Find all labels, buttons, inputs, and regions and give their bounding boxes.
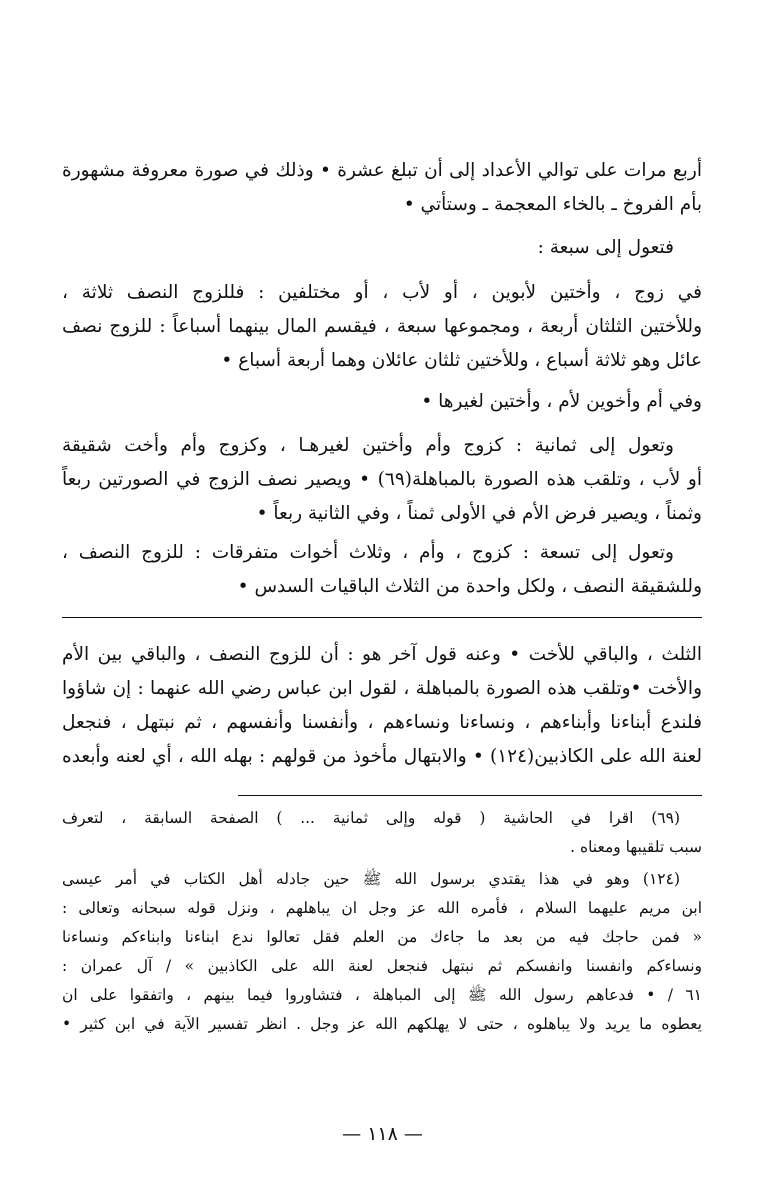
text-line: فلندع أبناءنا وأبناءهم ، ونساءنا ونساءهم ، وأنفسنا وأنفسهم ، ثم نبتهل ، فنجعل [62, 712, 702, 733]
main-text [62, 429, 702, 531]
text-line: وتعول إلى ثمانية : كزوج وأم وأختين لغيرهـا ، وكزوج وأم وأخت شقيقة [62, 435, 674, 456]
footnote-divider [238, 795, 702, 796]
text-line: (١٢٤) وهو في هذا يقتدي برسول الله ﷺ حين جادله أهل الكتاب في أمر عيسى [62, 870, 680, 888]
commentary [62, 638, 702, 774]
main-divider [62, 617, 702, 618]
text-line: الثلث ، والباقي للأخت • وعنه قول آخر هو : أن للزوج النصف ، والباقي بين الأم [62, 644, 702, 665]
text-line: والأخت •وتلقب هذه الصورة بالمباهلة ، لقول ابن عباس رضي الله عنهما : إن شاؤوا [62, 678, 702, 699]
main-text [62, 276, 702, 378]
text-line: ونساءكم وانفسنا وانفسكم ثم نبتهل فنجعل لعنة الله على الكاذبين » / آل عمران : [62, 957, 702, 975]
text-line: بأم الفروخ ـ بالخاء المعجمة ـ وستأتي • [403, 194, 702, 215]
main-text [62, 154, 702, 222]
text-line: ابن مريم عليهما السلام ، فأمره الله عز وجل ان يباهلهم ، ونزل قوله سبحانه وتعالى : [62, 899, 702, 917]
text-line: « فمن حاجك فيه من بعد ما جاءك من العلم فقل تعالوا ندع ابناءنا وابناءكم ونساءنا [62, 928, 702, 946]
text-line: أو لأب ، وتلقب هذه الصورة بالمباهلة(٦٩) • ويصير نصف الزوج في الصورتين ربعاً [62, 469, 702, 490]
text-line: عائل وهو ثلاثة أسباع ، وللأختين ثلثان عائلان وهما أربعة أسباع • [221, 350, 702, 371]
text-line: أربع مرات على توالي الأعداد إلى أن تبلغ عشرة • وذلك في صورة معروفة مشهورة [62, 160, 702, 181]
text-line: لعنة الله على الكاذبين(١٢٤) • والابتهال مأخوذ من قولهم : بهله الله ، أي لعنه وأبعده [62, 746, 703, 767]
text-line: وتعول إلى تسعة : كزوج ، وأم ، وثلاث أخوات متفرقات : للزوج النصف ، [62, 542, 674, 563]
text-line: سبب تلقيبها ومعناه . [570, 838, 702, 856]
text-line: في زوج ، وأختين لأبوين ، أو لأب ، أو مختلفين : فللزوج النصف ثلاثة ، [62, 282, 702, 303]
main-text [62, 536, 702, 604]
text-line: وفي أم وأخوين لأم ، وأختين لغيرها • [421, 391, 702, 412]
text-line: فتعول إلى سبعة : [537, 237, 674, 258]
text-line: وثمناً ، ويصير فرض الأم في الأولى ثمناً ، وفي الثانية ربعاً • [256, 503, 702, 524]
footnote-124 [62, 865, 702, 1039]
footnote-69 [62, 804, 702, 862]
text-line: ٦١ / • فدعاهم رسول الله ﷺ إلى المباهلة ، فتشاوروا فيما بينهم ، واتفقوا على ان [62, 986, 702, 1004]
main-text [62, 231, 702, 265]
page-number: — ١١٨ — [342, 1123, 423, 1145]
text-line: وللشقيقة النصف ، ولكل واحدة من الثلاث الباقيات السدس • [237, 576, 702, 597]
main-text [62, 385, 702, 419]
text-line: يعطوه ما يريد ولا يباهلوه ، حتى لا يهلكهم الله عز وجل . انظر تفسير الآية في ابن كثير • [62, 1015, 702, 1033]
text-line: (٦٩) اقرا في الحاشية ( قوله وإلى ثمانية ... ) الصفحة السابقة ، لتعرف [62, 809, 680, 827]
text-line: وللأختين الثلثان أربعة ، ومجموعها سبعة ، فيقسم المال بينهما أسباعاً : للزوج نصف [62, 316, 702, 337]
